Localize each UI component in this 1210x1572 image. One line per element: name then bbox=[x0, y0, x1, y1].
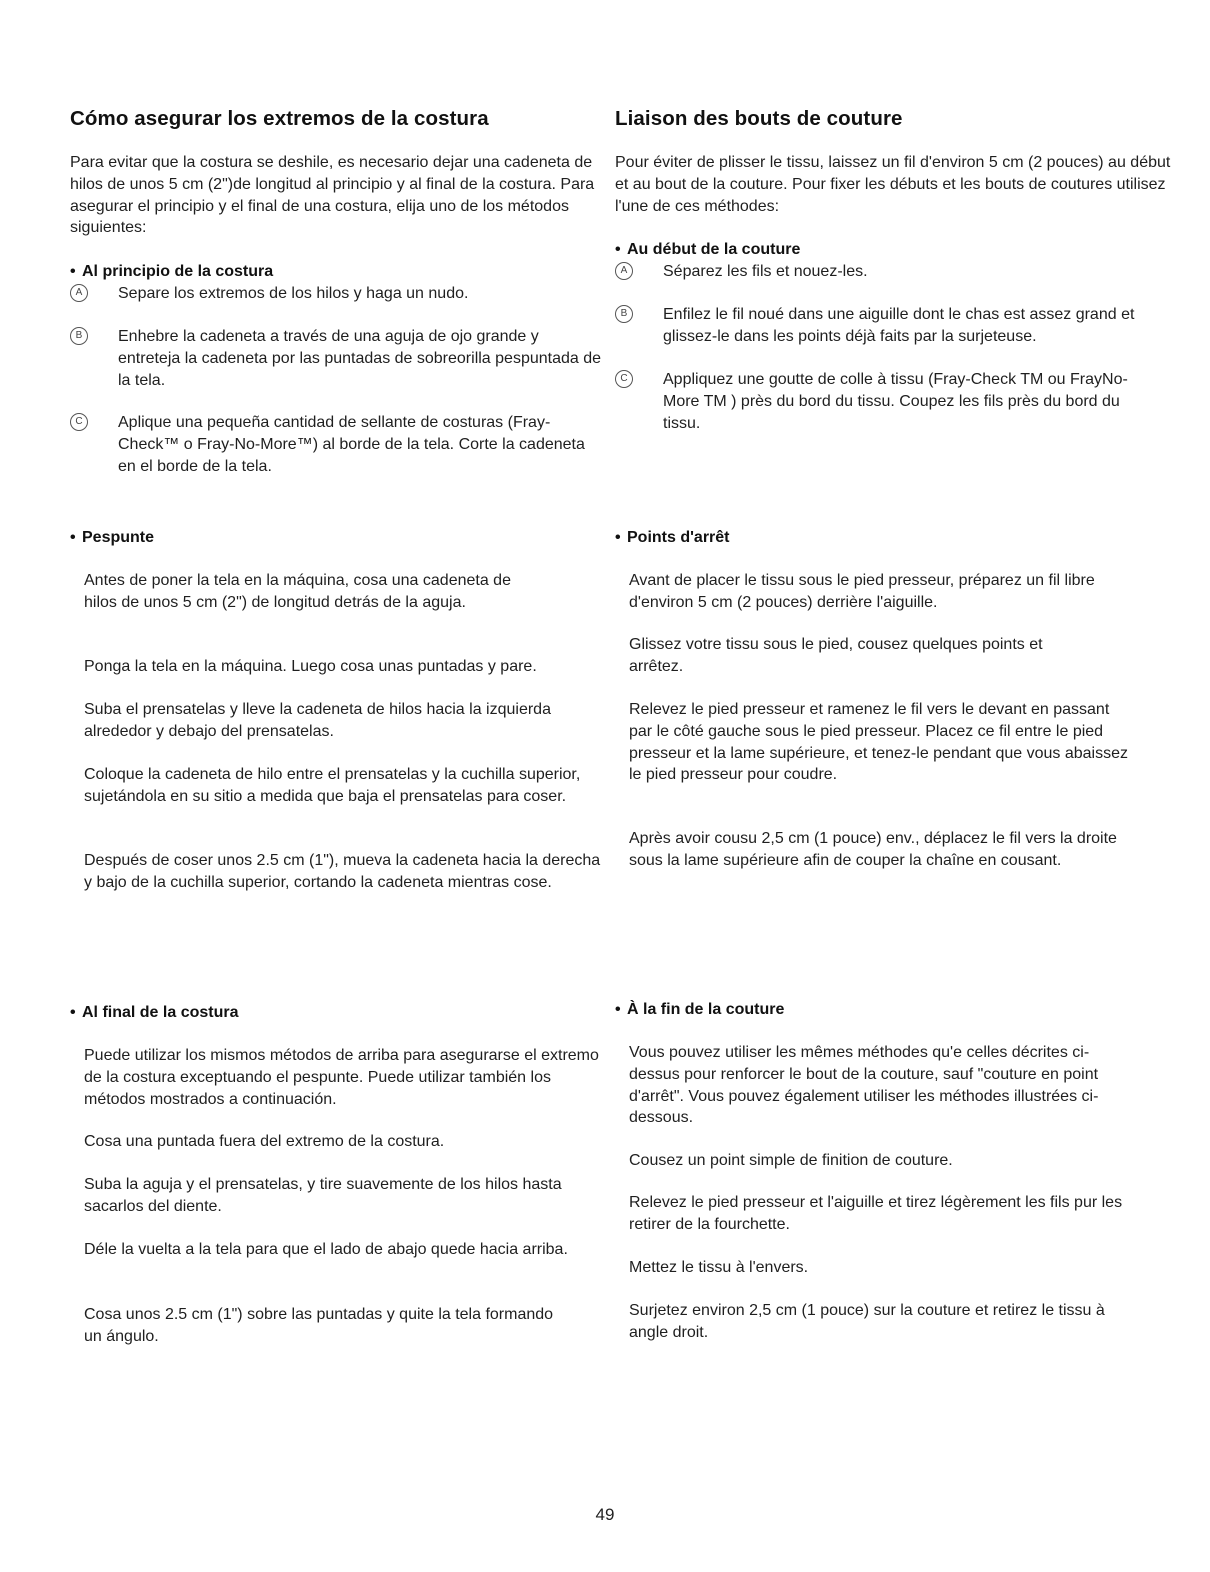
fr-intro: Pour éviter de plisser le tissu, laissez un fil d'environ 5 cm (2 pouces) au début et au bout de la couture. Pour fixer les débuts et les bouts de coutures utilisez l'une de ces méthodes: bbox=[615, 154, 1171, 215]
es-backstitch-para-2: Ponga la tela en la máquina. Luego cosa unas puntadas y pare. bbox=[84, 658, 537, 675]
fr-step-c: C Appliquez une goutte de colle à tissu (Fray-Check TM ou FrayNo-More TM ) près du bord du tissu. Coupez les fils près du bord du tissu. bbox=[615, 369, 1180, 434]
fr-begin-heading: • Au début de la couture bbox=[615, 241, 801, 258]
fr-backstitch-para-2: Glissez votre tissu sous le pied, cousez quelques points et arrêtez. bbox=[629, 636, 1043, 675]
es-end-para-4: Déle la vuelta a la tela para que el lado de abajo quede hacia arriba. bbox=[84, 1241, 568, 1258]
es-end-para-2: Cosa una puntada fuera del extremo de la costura. bbox=[84, 1133, 445, 1150]
fr-end-heading: • À la fin de la couture bbox=[615, 1001, 785, 1018]
es-step-b: B Enhebre la cadeneta a través de una aguja de ojo grande y entreteja la cadeneta por las puntadas de sobreorilla pespuntada de la tela. bbox=[70, 326, 605, 391]
fr-end-para-5: Surjetez environ 2,5 cm (1 pouce) sur la couture et retirez le tissu à angle droit. bbox=[629, 1302, 1105, 1341]
marker-c: C bbox=[70, 413, 88, 431]
es-intro: Para evitar que la costura se deshile, es necesario dejar una cadeneta de hilos de unos 5 cm (2")de longitud al principio y al final de la costura. Para asegurar el principio y el final de una costura, elija uno de los métodos siguientes: bbox=[70, 154, 595, 237]
fr-step-b: B Enfilez le fil noué dans une aiguille dont le chas est assez grand et glissez-le dans les points déjà faits par la surjeteuse. bbox=[615, 304, 1180, 348]
marker-c: C bbox=[615, 370, 633, 388]
fr-end-para-2: Cousez un point simple de finition de couture. bbox=[629, 1152, 953, 1169]
fr-backstitch-para-1: Avant de placer le tissu sous le pied presseur, préparez un fil libre d'environ 5 cm (2 pouces) derrière l'aiguille. bbox=[629, 572, 1095, 611]
es-title: Cómo asegurar los extremos de la costura bbox=[70, 107, 489, 130]
fr-backstitch-heading: • Points d'arrêt bbox=[615, 529, 730, 546]
marker-a: A bbox=[615, 262, 633, 280]
marker-a: A bbox=[70, 284, 88, 302]
es-begin-heading: • Al principio de la costura bbox=[70, 263, 274, 280]
fr-title: Liaison des bouts de couture bbox=[615, 107, 903, 130]
marker-b: B bbox=[615, 305, 633, 323]
es-backstitch-para-5: Después de coser unos 2.5 cm (1"), mueva la cadeneta hacia la derecha y bajo de la cuchilla superior, cortando la cadeneta mientras cose. bbox=[84, 852, 601, 891]
es-end-para-5: Cosa unos 2.5 cm (1") sobre las puntadas y quite la tela formando un ángulo. bbox=[84, 1306, 554, 1345]
marker-b: B bbox=[70, 327, 88, 345]
es-end-para-3: Suba la aguja y el prensatelas, y tire suavemente de los hilos hasta sacarlos del diente. bbox=[84, 1176, 562, 1215]
es-backstitch-para-1: Antes de poner la tela en la máquina, cosa una cadeneta de hilos de unos 5 cm (2") de longitud detrás de la aguja. bbox=[84, 572, 511, 611]
es-backstitch-heading: • Pespunte bbox=[70, 529, 155, 546]
fr-end-para-3: Relevez le pied presseur et l'aiguille et tirez légèrement les fils pur les retirer de la fourchette. bbox=[629, 1194, 1123, 1233]
fr-backstitch-para-3: Relevez le pied presseur et ramenez le fil vers le devant en passant par le côté gauche sous le pied presseur. Placez ce fil entre le pied presseur et la lame supérieure, et tenez-le pendant que vous abaissez le pied presseur pour coudre. bbox=[629, 701, 1128, 784]
es-end-heading: • Al final de la costura bbox=[70, 1004, 239, 1021]
page-number: 49 bbox=[595, 1505, 615, 1524]
es-backstitch-para-4: Coloque la cadeneta de hilo entre el prensatelas y la cuchilla superior, sujetándola en su sitio a medida que baja el prensatelas para coser. bbox=[84, 766, 581, 805]
fr-end-para-1: Vous pouvez utiliser les mêmes méthodes qu'e celles décrites ci-dessus pour renforcer le bout de la couture, sauf "couture en point d'arrêt". Vous pouvez également utiliser les méthodes illustrées ci-dessous. bbox=[629, 1044, 1099, 1127]
fr-step-a: A Séparez les fils et nouez-les. bbox=[615, 261, 1180, 283]
es-end-para-1: Puede utilizar los mismos métodos de arriba para asegurarse el extremo de la costura exceptuando el pespunte. Puede utilizar también los métodos mostrados a continuación. bbox=[84, 1047, 599, 1108]
fr-end-para-4: Mettez le tissu à l'envers. bbox=[629, 1259, 809, 1276]
fr-backstitch-para-4: Après avoir cousu 2,5 cm (1 pouce) env., déplacez le fil vers la droite sous la lame supérieure afin de couper la chaîne en cousant. bbox=[629, 830, 1117, 869]
es-backstitch-para-3: Suba el prensatelas y lleve la cadeneta de hilos hacia la izquierda alrededor y debajo del prensatelas. bbox=[84, 701, 551, 740]
es-step-a: A Separe los extremos de los hilos y haga un nudo. bbox=[70, 283, 605, 305]
es-step-c: C Aplique una pequeña cantidad de sellante de costuras (Fray-Check™ o Fray-No-More™) al borde de la tela. Corte la cadeneta en el borde de la tela. bbox=[70, 412, 605, 477]
